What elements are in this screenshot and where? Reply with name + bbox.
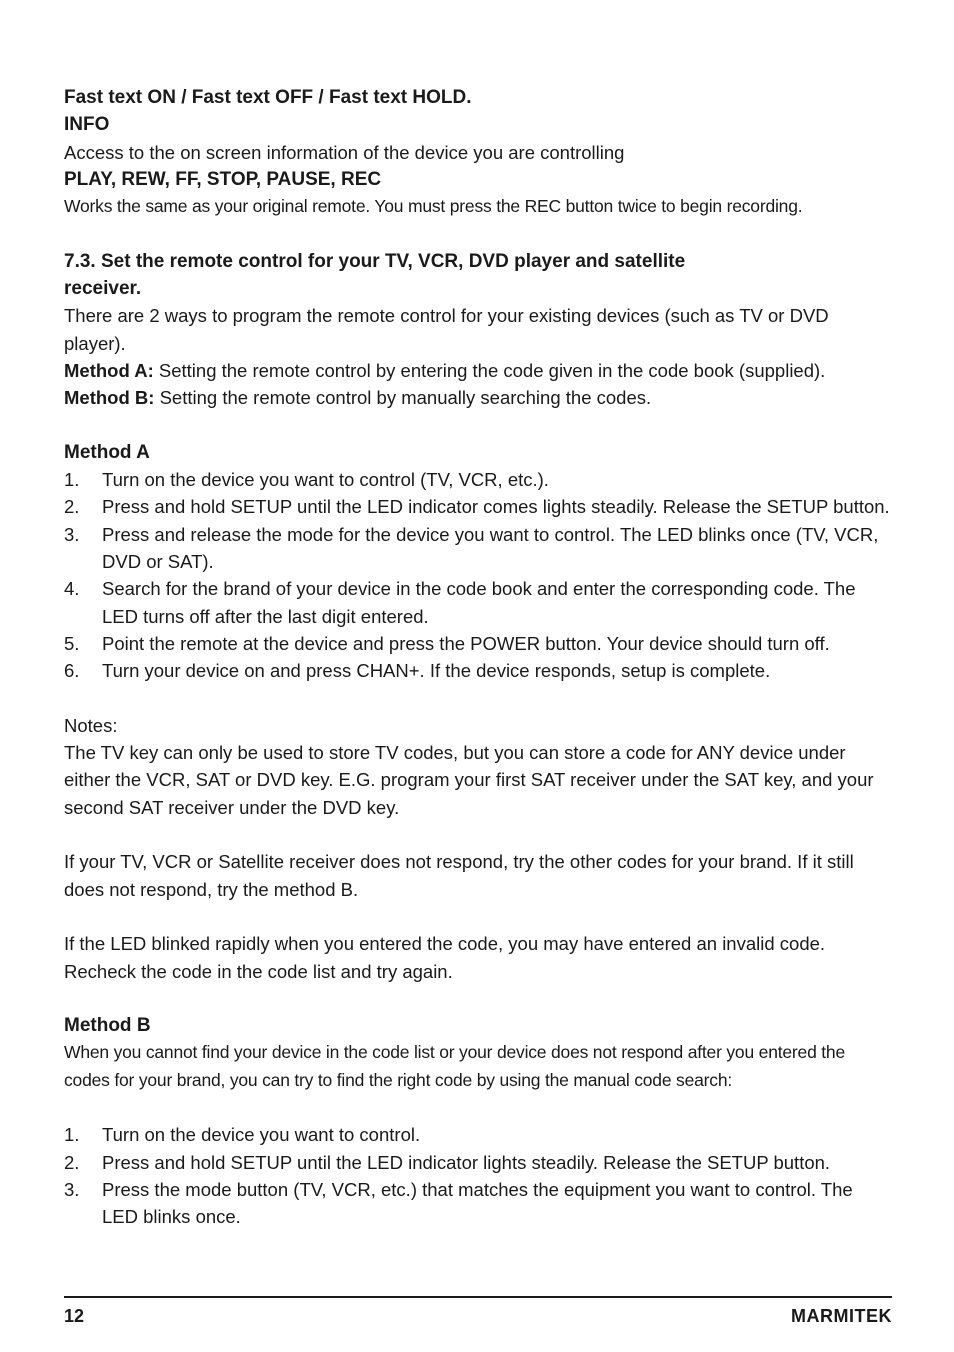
list-item: [64, 575, 892, 630]
method-a-label: Method A:: [64, 359, 154, 381]
section-intro: There are 2 ways to program the remote control for your existing devices (such as TV or DVD player).: [64, 305, 829, 354]
footer-divider: [64, 1296, 892, 1298]
notes-label: Notes:: [64, 714, 118, 736]
brand-name: MARMITEK: [791, 1306, 892, 1326]
method-b-summary: [64, 384, 892, 411]
info-text: Access to the on screen information of the device you are controlling: [64, 141, 625, 163]
step-text: Turn on the device you want to control.: [102, 1124, 421, 1146]
list-item: [64, 493, 892, 520]
step-number: 1.: [64, 469, 80, 491]
page-number: 12: [64, 1306, 85, 1326]
step-number: 1.: [64, 1124, 80, 1146]
step-text: Press and hold SETUP until the LED indicator lights steadily. Release the SETUP button.: [102, 1151, 831, 1173]
play-controls-text: Works the same as your original remote. You must press the REC button twice to begin recording.: [64, 196, 803, 217]
step-text: Search for the brand of your device in the code book and enter the corresponding code. The LED turns off after the last digit entered.: [102, 578, 856, 627]
list-item: [64, 1176, 892, 1231]
list-item: [64, 466, 892, 493]
step-text: Point the remote at the device and press the POWER button. Your device should turn off.: [102, 632, 830, 654]
step-text: Press and hold SETUP until the LED indicator comes lights steadily. Release the SETUP button.: [102, 496, 890, 518]
step-text: Turn your device on and press CHAN+. If the device responds, setup is complete.: [102, 660, 771, 682]
method-a-steps: [64, 466, 892, 684]
method-b-steps: [64, 1121, 892, 1230]
method-a-text: Setting the remote control by entering the code given in the code book (supplied).: [153, 359, 826, 381]
manual-page: [64, 84, 892, 1230]
list-item: [64, 1121, 892, 1148]
play-controls-heading: PLAY, REW, FF, STOP, PAUSE, REC: [64, 168, 382, 190]
step-text: Turn on the device you want to control (TV, VCR, etc.).: [102, 469, 549, 491]
fast-text-heading: Fast text ON / Fast text OFF / Fast text HOLD.: [64, 87, 472, 108]
step-text: Press and release the mode for the device you want to control. The LED blinks once (TV, VCR, DVD or SAT).: [102, 523, 879, 573]
method-b-label: Method B:: [64, 387, 155, 409]
section-title-cont: receiver.: [64, 278, 142, 300]
notes-paragraph: If the LED blinked rapidly when you entered the code, you may have entered an invalid code. Recheck the code in the code list and try again.: [64, 933, 826, 982]
step-number: 2.: [64, 496, 80, 518]
list-item: [64, 657, 892, 684]
step-number: 3.: [64, 523, 80, 545]
info-heading: INFO: [64, 114, 110, 136]
notes-paragraph: If your TV, VCR or Satellite receiver does not respond, try the other codes for your brand. If it still does not respond, try the method B.: [64, 851, 854, 900]
step-number: 5.: [64, 632, 80, 654]
list-item: [64, 630, 892, 657]
method-b-text: Setting the remote control by manually searching the codes.: [154, 387, 652, 409]
section-title: 7.3. Set the remote control for your TV, VCR, DVD player and satellite: [64, 250, 686, 272]
method-a-summary: [64, 357, 892, 384]
method-b-heading: Method B: [64, 1015, 151, 1037]
method-b-intro: When you cannot find your device in the code list or your device does not respond after you entered the codes for your brand, you can try to find the right code by using the manual code search:: [64, 1042, 845, 1090]
step-number: 3.: [64, 1178, 80, 1200]
step-number: 2.: [64, 1151, 80, 1173]
list-item: [64, 521, 892, 576]
method-a-heading: Method A: [64, 441, 150, 463]
notes-paragraph: The TV key can only be used to store TV codes, but you can store a code for ANY device under either the VCR, SAT or DVD key. E.G. program your first SAT receiver under the SAT key, and your second SAT receiver under the DVD key.: [64, 742, 874, 818]
step-text: Press the mode button (TV, VCR, etc.) that matches the equipment you want to control. The LED blinks once.: [102, 1178, 853, 1228]
step-number: 6.: [64, 660, 80, 682]
list-item: [64, 1149, 892, 1176]
step-number: 4.: [64, 578, 80, 600]
